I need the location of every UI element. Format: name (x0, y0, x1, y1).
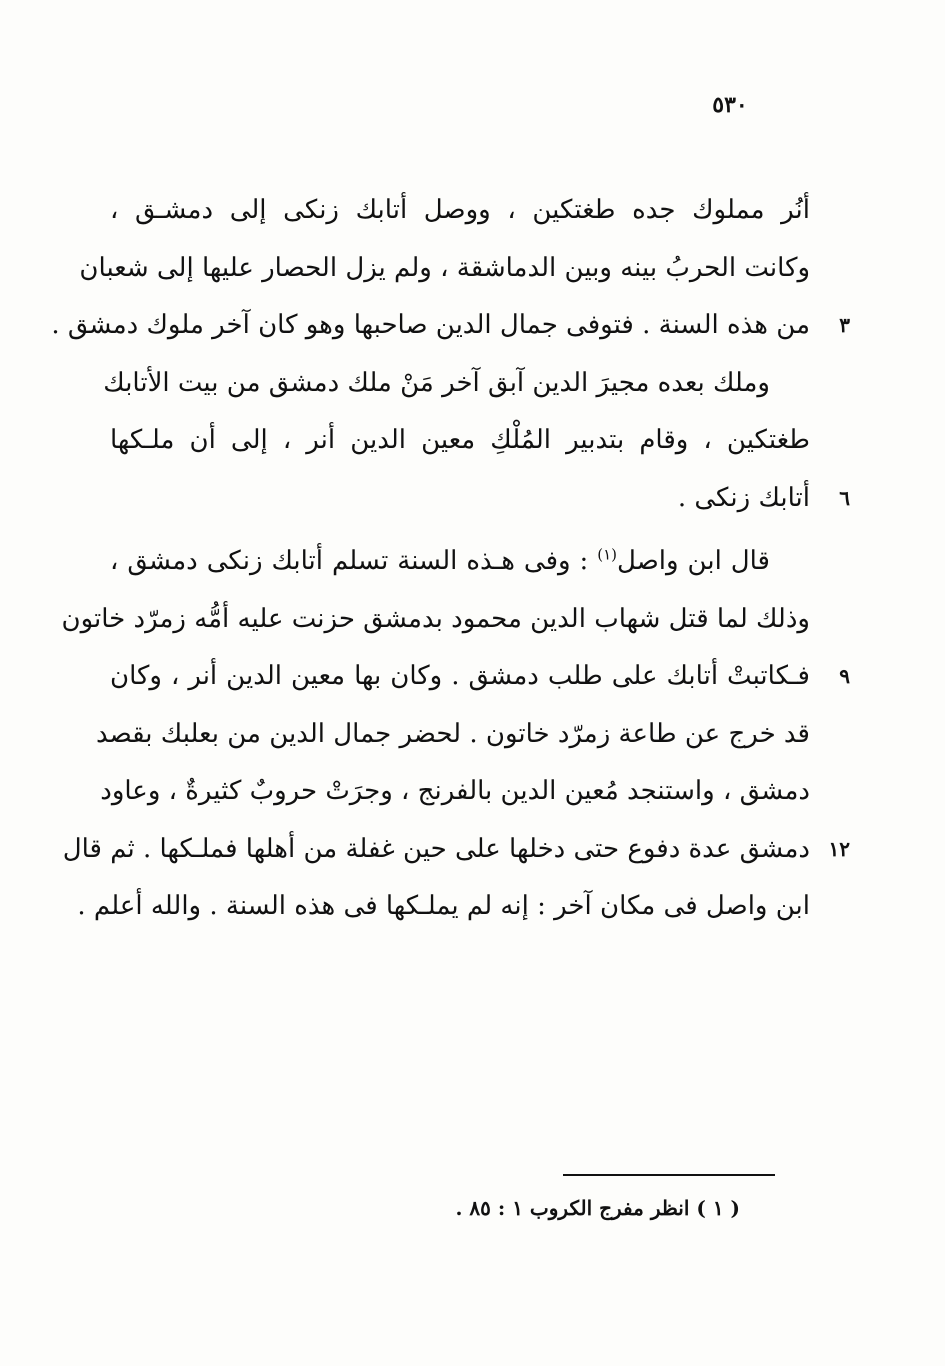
line-text: فـكاتبتْ أتابك على طلب دمشق . وكان بها معين الدين أنر ، وكان (110, 661, 810, 691)
footnote-marker: (١) (597, 545, 618, 564)
text-line (79, 240, 810, 298)
line-text-start: قال ابن واصل (617, 546, 770, 576)
text-line (110, 533, 810, 591)
text-line (61, 591, 810, 649)
line-text: قد خرج عن طاعة زمرّد خاتون . لحضر جمال الدين من بعلبك بقصد (95, 718, 810, 749)
line-text (110, 533, 770, 591)
line-number: ١٢ (828, 836, 850, 861)
text-line (62, 821, 850, 879)
line-text: وكانت الحربُ بينه وبين الدماشقة ، ولم يزل الحصار عليها إلى شعبان (79, 252, 810, 283)
line-text: أتابك زنكى . (677, 482, 810, 513)
text-line (110, 648, 850, 706)
line-text: دمشق ، واستنجد مُعين الدين بالفرنج ، وجرَتْ حروبٌ كثيرةٌ ، وعاود (100, 776, 810, 806)
footnote-divider (563, 1174, 775, 1176)
line-text: وملك بعده مجيرَ الدين آبق آخر مَنْ ملك دمشق من بيت الأتابك (103, 367, 770, 398)
text-line (51, 297, 850, 355)
page-number: ٥٣٠ (712, 92, 748, 118)
main-text (51, 182, 850, 936)
line-text: وذلك لما قتل شهاب الدين محمود بدمشق حزنت عليه أمُّه زمرّد خاتون (61, 603, 810, 634)
text-line (110, 412, 810, 470)
line-text: من هذه السنة . فتوفى جمال الدين صاحبها وهو كان آخر ملوك دمشق . (51, 310, 810, 340)
text-line (110, 470, 850, 528)
line-text: دمشق عدة دفوع حتى دخلها على حين غفلة من أهلها فملـكها . ثم قال (62, 833, 810, 864)
line-text: طغتكين ، وقام بتدبير المُلْكِ معين الدين أنر ، إلى أن ملـكها (110, 425, 810, 455)
text-line (77, 878, 810, 936)
text-line (100, 763, 810, 821)
text-line (110, 182, 810, 240)
line-text: ابن واصل فى مكان آخر : إنه لم يملـكها فى هذه السنة . والله أعلم . (77, 891, 810, 921)
line-number: ٩ (839, 664, 850, 688)
line-number: ٦ (839, 485, 850, 510)
footnote: ( ١ ) انظر مفرج الكروب ١ : ٨٥ . (455, 1196, 740, 1220)
line-text: أنُر مملوك جده طغتكين ، ووصل أتابك زنكى إلى دمشـق ، (110, 195, 810, 225)
line-text-end: : وفى هـذه السنة تسلم أتابك زنكى دمشق ، (110, 546, 598, 576)
text-line (95, 706, 810, 764)
line-number: ٣ (839, 313, 850, 337)
text-line (103, 355, 810, 413)
